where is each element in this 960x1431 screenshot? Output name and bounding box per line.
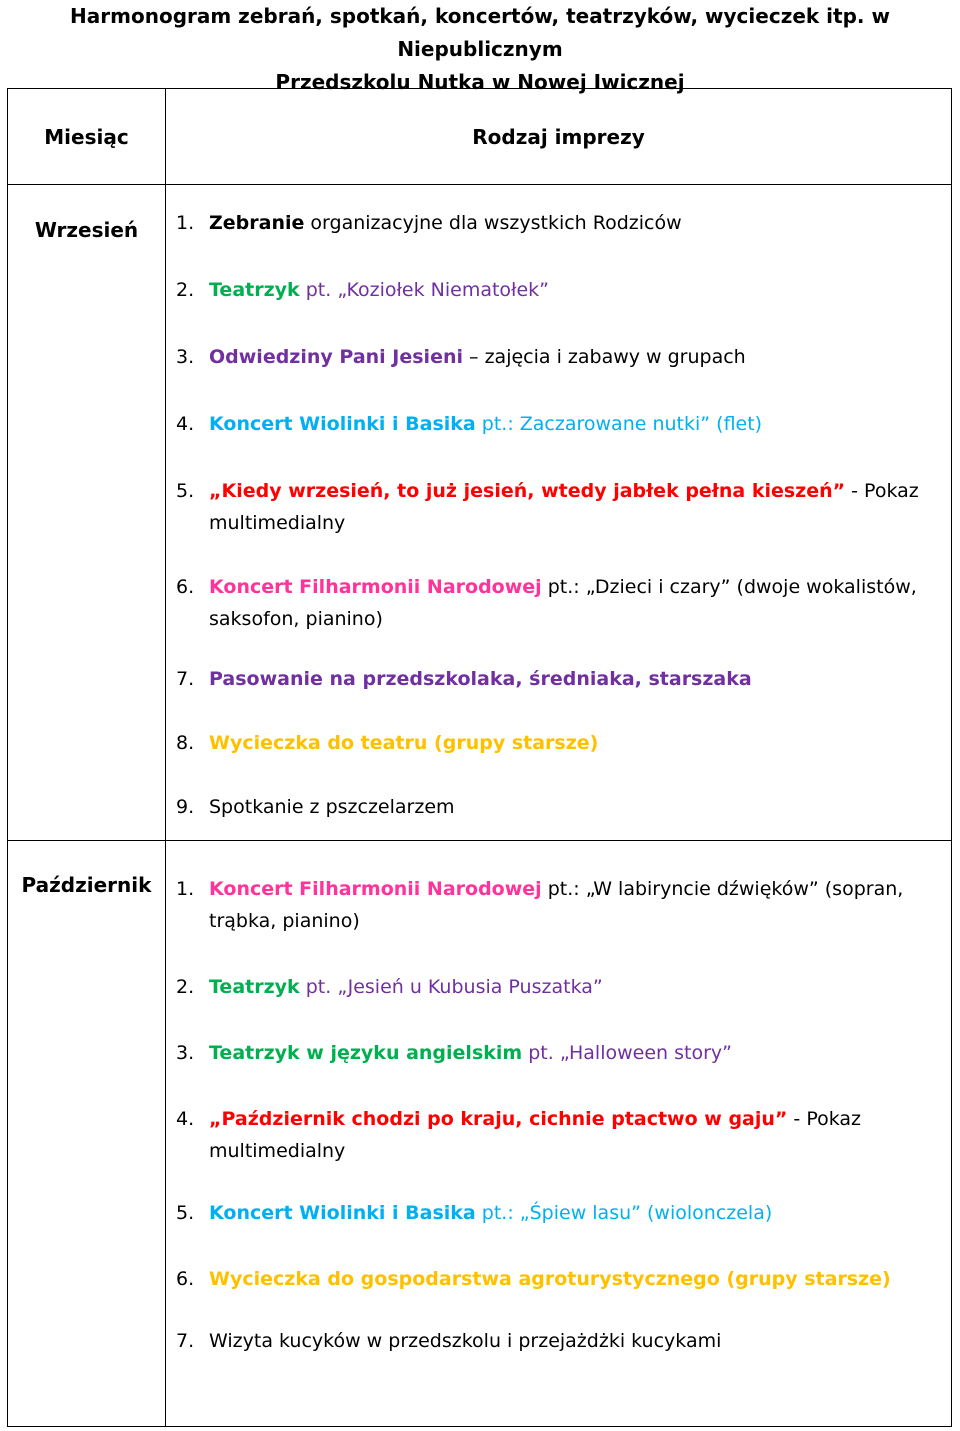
event-header: Rodzaj imprezy <box>166 89 952 185</box>
item-text <box>209 408 951 440</box>
event-item <box>176 873 951 937</box>
item-number: 8. <box>176 732 195 754</box>
event-item <box>176 663 951 695</box>
item-number: 2. <box>176 976 195 998</box>
item-text-segment: – zajęcia i zabawy w grupach <box>463 346 746 368</box>
item-text <box>209 1197 951 1229</box>
item-text-segment: organizacyjne dla wszystkich Rodziców <box>304 212 682 234</box>
event-item <box>176 274 951 306</box>
event-item <box>176 1037 951 1069</box>
item-number: 2. <box>176 279 195 301</box>
item-text-segment: pt. <box>299 279 338 301</box>
event-item <box>176 727 951 759</box>
month-label: Październik <box>21 873 152 897</box>
item-number: 4. <box>176 1108 195 1130</box>
item-text-segment: Wycieczka do gospodarstwa agroturystycznego (grupy starsze) <box>209 1268 891 1290</box>
item-text-segment: - Pokaz multimedialny <box>209 1108 862 1162</box>
schedule-table <box>7 88 952 1427</box>
item-text <box>209 873 951 937</box>
event-item <box>176 1325 951 1357</box>
item-text <box>209 207 951 239</box>
item-number: 7. <box>176 668 195 690</box>
item-text-segment: pt.: „Dzieci i czary” (dwoje wokalistów, saksofon, pianino) <box>209 576 917 630</box>
event-item <box>176 408 951 440</box>
event-item <box>176 571 951 635</box>
item-number: 5. <box>176 1202 195 1224</box>
item-text-segment: pt.: „Śpiew lasu” (wiolonczela) <box>475 1202 773 1224</box>
item-text-segment: Pasowanie na przedszkolaka, średniaka, starszaka <box>209 668 752 690</box>
item-text <box>209 1037 951 1069</box>
item-text-segment: Koncert Wiolinki i Basika <box>209 413 476 435</box>
events-cell <box>166 185 952 841</box>
item-text-segment: „Koziołek Niematołek” <box>337 279 549 301</box>
item-text-segment: pt. „Jesień u Kubusia Puszatka” <box>299 976 603 998</box>
item-number: 4. <box>176 413 195 435</box>
item-text <box>209 791 951 823</box>
item-text-segment: Wizyta kucyków w przedszkolu i przejażdżki kucykami <box>209 1330 722 1352</box>
item-text-segment: Koncert Filharmonii Narodowej <box>209 878 542 900</box>
item-text-segment: pt.: „W labiryncie dźwięków” (sopran, trąbka, pianino) <box>209 878 904 932</box>
item-text-segment: „Kiedy wrzesień, to już jesień, wtedy jabłek pełna kieszeń” <box>209 480 846 502</box>
item-text-segment: pt.: Zaczarowane nutki” (flet) <box>475 413 763 435</box>
item-text-segment: „Październik chodzi po kraju, cichnie ptactwo w gaju” <box>209 1108 788 1130</box>
item-text <box>209 727 951 759</box>
event-item <box>176 207 951 239</box>
section-row-pazdziernik <box>8 841 952 1427</box>
item-text <box>209 571 951 635</box>
item-text <box>209 971 951 1003</box>
item-number: 5. <box>176 480 195 502</box>
month-header: Miesiąc <box>8 89 166 185</box>
item-number: 6. <box>176 1268 195 1290</box>
event-item <box>176 341 951 373</box>
item-text-segment: Teatrzyk <box>209 976 300 998</box>
item-text <box>209 663 951 695</box>
month-cell <box>8 841 166 1427</box>
document-title <box>0 0 960 99</box>
month-cell <box>8 185 166 841</box>
item-text-segment: Teatrzyk w języku angielskim <box>209 1042 523 1064</box>
item-text-segment: Wycieczka do teatru (grupy starsze) <box>209 732 599 754</box>
item-text-segment: - Pokaz multimedialny <box>209 480 919 534</box>
title-line-1: Harmonogram zebrań, spotkań, koncertów, teatrzyków, wycieczek itp. w Niepublicznym <box>70 4 890 61</box>
item-text <box>209 1325 951 1357</box>
item-text-segment: Spotkanie z pszczelarzem <box>209 796 455 818</box>
event-item <box>176 1197 951 1229</box>
item-text <box>209 341 951 373</box>
item-text-segment: Odwiedziny Pani Jesieni <box>209 346 463 368</box>
event-item <box>176 971 951 1003</box>
item-number: 3. <box>176 346 195 368</box>
item-text-segment: Koncert Wiolinki i Basika <box>209 1202 476 1224</box>
event-item <box>176 1263 951 1295</box>
item-number: 1. <box>176 878 195 900</box>
item-number: 9. <box>176 796 195 818</box>
item-text-segment: Koncert Filharmonii Narodowej <box>209 576 542 598</box>
event-item <box>176 1103 951 1167</box>
item-number: 3. <box>176 1042 195 1064</box>
item-text <box>209 274 951 306</box>
item-number: 1. <box>176 212 195 234</box>
events-cell <box>166 841 952 1427</box>
item-text <box>209 475 951 539</box>
event-item <box>176 791 951 823</box>
item-text-segment: Teatrzyk <box>209 279 300 301</box>
section-row-wrzesien <box>8 185 952 841</box>
header-row <box>8 89 952 185</box>
event-item <box>176 475 951 539</box>
item-text-segment: Zebranie <box>209 212 305 234</box>
item-text <box>209 1103 951 1167</box>
item-number: 7. <box>176 1330 195 1352</box>
item-text <box>209 1263 951 1295</box>
item-number: 6. <box>176 576 195 598</box>
title-line-2: Przedszkolu Nutka w Nowej Iwicznej <box>275 70 685 94</box>
month-label: Wrzesień <box>34 218 139 242</box>
item-text-segment: pt. „Halloween story” <box>522 1042 732 1064</box>
